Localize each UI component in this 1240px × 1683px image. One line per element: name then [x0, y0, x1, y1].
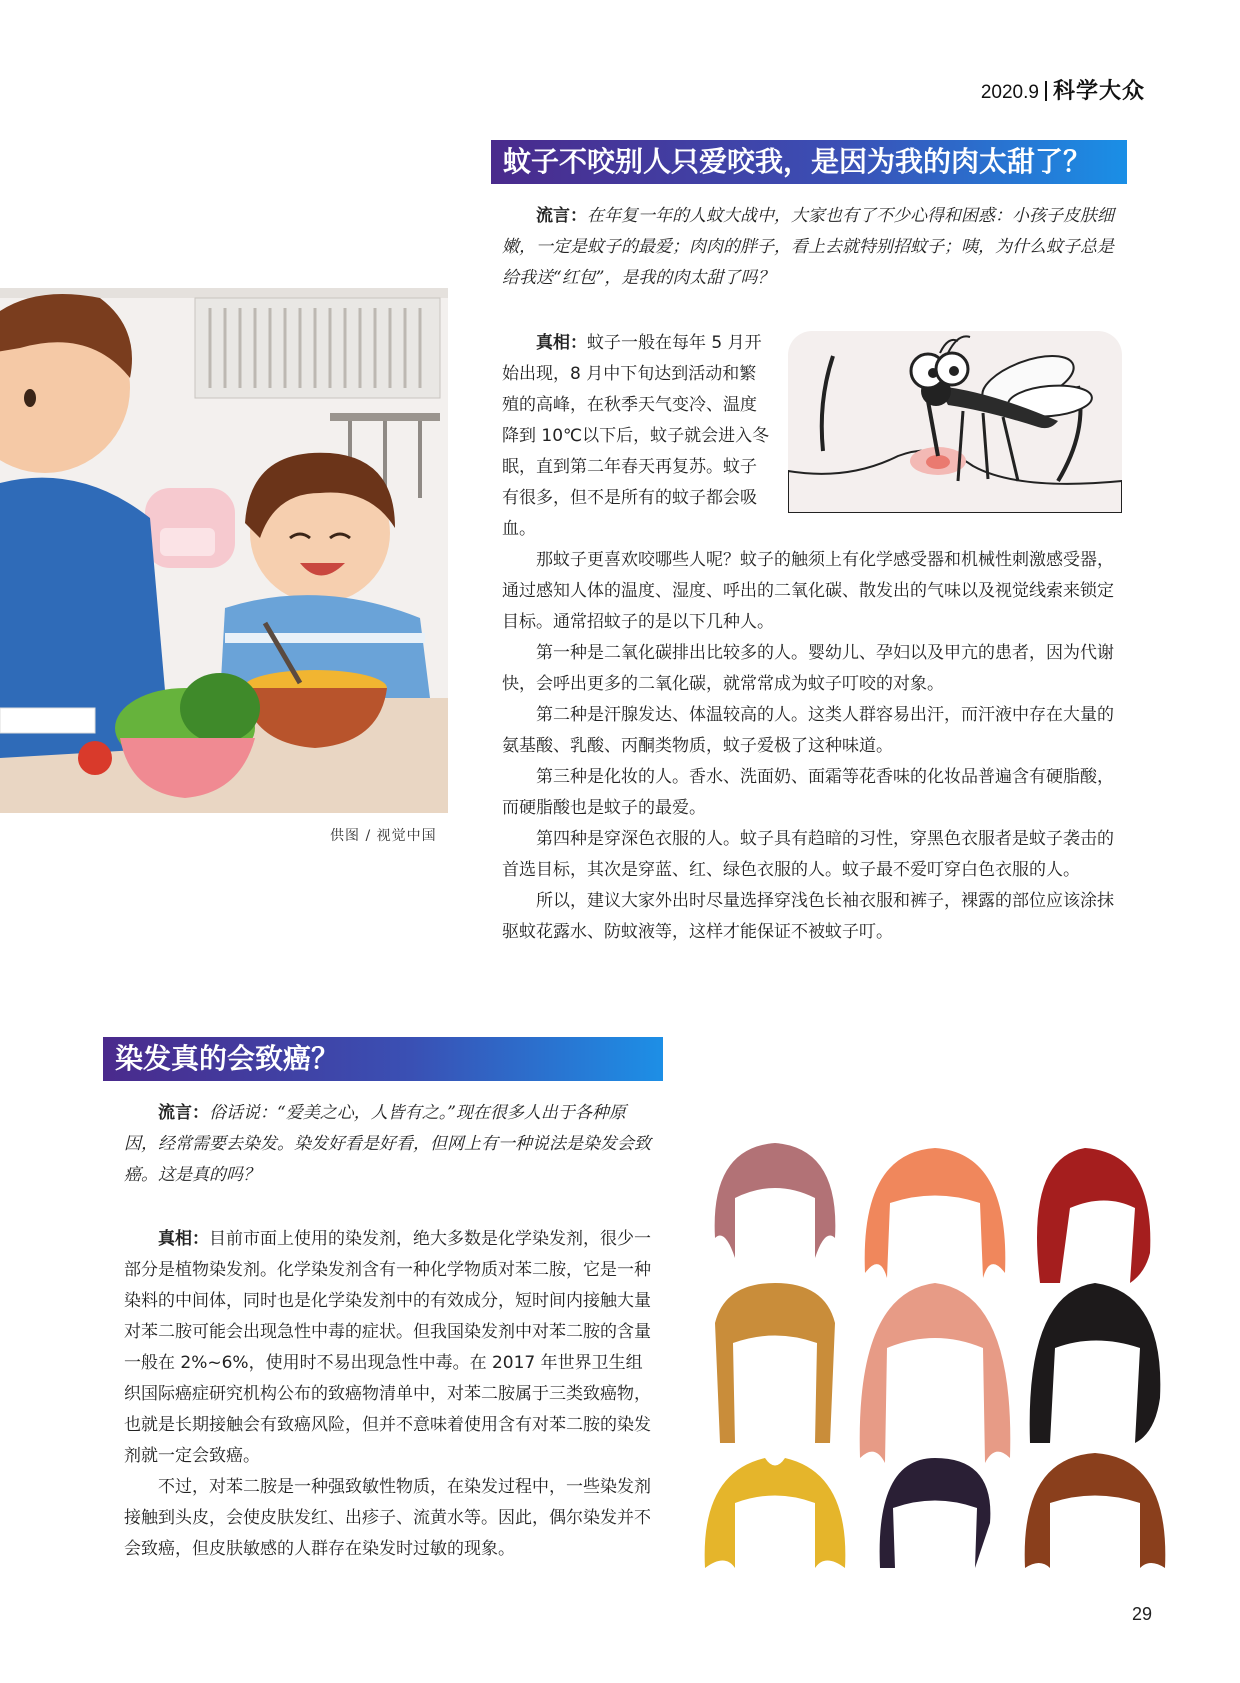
- paragraph: 所以，建议大家外出时尽量选择穿浅色长袖衣服和裤子，裸露的部位应该涂抹驱蚊花露水、防蚊液等，这样才能保证不被蚊子叮。: [502, 891, 1114, 942]
- rumor-label: 流言：: [536, 206, 587, 226]
- paragraph: 第四种是穿深色衣服的人。蚊子具有趋暗的习性，穿黑色衣服者是蚊子袭击的首选目标，其次是穿蓝、红、绿色衣服的人。蚊子最不爱叮穿白色衣服的人。: [502, 829, 1114, 880]
- hair-wigs-illustration: [680, 1128, 1190, 1568]
- rumor-label: 流言：: [158, 1103, 209, 1123]
- paragraph: 第三种是化妆的人。香水、洗面奶、面霜等花香味的化妆品普遍含有硬脂酸，而硬脂酸也是蚊子的最爱。: [502, 767, 1114, 818]
- paragraph: 第二种是汗腺发达、体温较高的人。这类人群容易出汗，而汗液中存在大量的氨基酸、乳酸、丙酮类物质，蚊子爱极了这种味道。: [502, 705, 1114, 756]
- section2-title-bar: [103, 1037, 663, 1081]
- section1-rumor: [502, 201, 1124, 294]
- section2-rumor-text: 俗话说：“爱美之心，人皆有之。”现在很多人出于各种原因，经常需要去染发。染发好看是好看，但网上有一种说法是染发会致癌。这是真的吗？: [124, 1103, 651, 1185]
- issue-date: 2020.9: [980, 82, 1039, 103]
- section1-title-bar: [491, 140, 1127, 184]
- page-header: [981, 74, 1145, 105]
- paragraph: 第一种是二氧化碳排出比较多的人。婴幼儿、孕妇以及甲亢的患者，因为代谢快，会呼出更多的二氧化碳，就常常成为蚊子叮咬的对象。: [502, 643, 1114, 694]
- truth-label: 真相：: [536, 333, 587, 353]
- section1-truth: [502, 328, 771, 545]
- section2-truth: [124, 1224, 658, 1565]
- section2-rumor: [124, 1098, 658, 1191]
- paragraph: 不过，对苯二胺是一种强致敏性物质，在染发过程中，一些染发剂接触到头皮，会使皮肤发红、出疹子、流黄水等。因此，偶尔染发并不会致癌，但皮肤敏感的人群存在染发时过敏的现象。: [124, 1477, 651, 1559]
- magazine-name: 科学大众: [1052, 78, 1145, 104]
- section1-truth-text: 蚊子一般在每年 5 月开始出现，8 月中下旬达到活动和繁殖的高峰，在秋季天气变冷、温度降到 10℃以下后，蚊子就会进入冬眠，直到第二年春天再复苏。蚊子有很多，但不是所有的蚊子都会吸血。: [502, 333, 770, 539]
- mosquito-illustration: [788, 331, 1122, 513]
- section1-rumor-text: 在年复一年的人蚊大战中，大家也有了不少心得和困惑：小孩子皮肤细嫩，一定是蚊子的最爱；肉肉的胖子，看上去就特别招蚊子；咦，为什么蚊子总是给我送“红包”，是我的肉太甜了吗？: [502, 206, 1114, 288]
- page-number: 29: [1132, 1604, 1153, 1624]
- section1-title: 蚊子不咬别人只爱咬我，是因为我的肉太甜了？: [503, 145, 1092, 178]
- truth-label: 真相：: [158, 1229, 209, 1249]
- image-caption: 供图 / 视觉中国: [330, 828, 437, 844]
- section2-title: 染发真的会致癌？: [115, 1042, 340, 1075]
- section2-truth-text: 目前市面上使用的染发剂，绝大多数是化学染发剂，很少一部分是植物染发剂。化学染发剂含有一种化学物质对苯二胺，它是一种染料的中间体，同时也是化学染发剂中的有效成分，短时间内接触大量对苯二胺可能会出现急性中毒的症状。但我国染发剂中对苯二胺的含量一般在 2%~6%，使用时不易出现急性中毒。在 2017 年世界卫生组织国际癌症研究机构公布的致癌物清单中，对苯二胺属于三类致癌物，也就是长期接触会有致癌风险，但并不意味着使用含有对苯二胺的染发剂就一定会致癌。: [124, 1229, 651, 1466]
- paragraph: 那蚊子更喜欢咬哪些人呢？蚊子的触须上有化学感受器和机械性刺激感受器，通过感知人体的温度、湿度、呼出的二氧化碳、散发出的气味以及视觉线索来锁定目标。通常招蚊子的是以下几种人。: [502, 550, 1114, 632]
- kitchen-illustration: [0, 288, 448, 813]
- header-divider: [1045, 81, 1047, 101]
- section1-body: [502, 545, 1124, 948]
